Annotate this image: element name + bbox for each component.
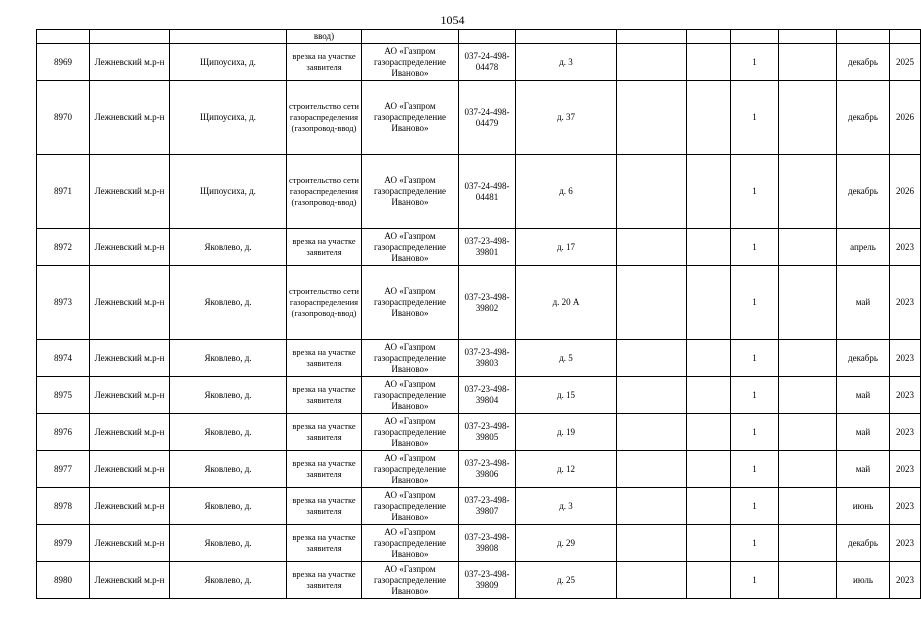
cell-code: 037-23-498-39807: [459, 488, 516, 525]
cell-district: Лежневский м.р-н: [90, 525, 170, 562]
cell-org: АО «Газпром газораспределение Иваново»: [362, 414, 459, 451]
cell-empty-2: [687, 488, 731, 525]
cell-empty-1: [617, 414, 687, 451]
cell-month: май: [837, 414, 890, 451]
cell-num: 8969: [37, 44, 90, 81]
cell-month: декабрь: [837, 81, 890, 155]
cell-empty-2: [687, 44, 731, 81]
cell-empty-1: [617, 44, 687, 81]
cell-month: май: [837, 266, 890, 340]
cell-month: июнь: [837, 488, 890, 525]
cell-locality: Яковлево, д.: [170, 525, 287, 562]
cell-org: АО «Газпром газораспределение Иваново»: [362, 525, 459, 562]
cell-type: строительство сети газораспределения (газопровод-ввод): [287, 155, 362, 229]
cell-locality: Яковлево, д.: [170, 488, 287, 525]
cell-num: 8972: [37, 229, 90, 266]
cell-empty-1: [617, 155, 687, 229]
cell-type: врезка на участке заявителя: [287, 340, 362, 377]
cell-count: 1: [731, 525, 779, 562]
cell-code: 037-23-498-39809: [459, 562, 516, 599]
cell-empty-1: [617, 377, 687, 414]
cell-address: д. 12: [516, 451, 617, 488]
cell-org: АО «Газпром газораспределение Иваново»: [362, 266, 459, 340]
cell-locality: Щипоусиха, д.: [170, 155, 287, 229]
cell-year: 2023: [890, 340, 921, 377]
cell-org: АО «Газпром газораспределение Иваново»: [362, 488, 459, 525]
cell-empty-3: [779, 266, 837, 340]
cell-org: АО «Газпром газораспределение Иваново»: [362, 377, 459, 414]
cell-empty-1: [617, 340, 687, 377]
cell-address: [516, 30, 617, 44]
gasification-table: [36, 29, 921, 599]
table-row: [37, 451, 921, 488]
cell-empty-2: [687, 451, 731, 488]
cell-month: май: [837, 451, 890, 488]
cell-month: декабрь: [837, 340, 890, 377]
cell-empty-1: [617, 525, 687, 562]
cell-empty-3: [779, 81, 837, 155]
cell-locality: Яковлево, д.: [170, 562, 287, 599]
table-row: [37, 266, 921, 340]
cell-num: 8974: [37, 340, 90, 377]
cell-empty-2: [687, 340, 731, 377]
cell-district: Лежневский м.р-н: [90, 44, 170, 81]
cell-count: 1: [731, 451, 779, 488]
cell-count: 1: [731, 229, 779, 266]
cell-month: апрель: [837, 229, 890, 266]
cell-district: Лежневский м.р-н: [90, 562, 170, 599]
cell-empty-2: [687, 377, 731, 414]
cell-empty-2: [687, 266, 731, 340]
cell-year: 2025: [890, 44, 921, 81]
cell-org: [362, 30, 459, 44]
table-row: [37, 229, 921, 266]
table-row: [37, 155, 921, 229]
cell-empty-1: [617, 30, 687, 44]
cell-code: 037-23-498-39804: [459, 377, 516, 414]
cell-empty-2: [687, 155, 731, 229]
cell-empty-1: [617, 488, 687, 525]
cell-code: 037-24-498-04481: [459, 155, 516, 229]
cell-district: Лежневский м.р-н: [90, 488, 170, 525]
cell-locality: Щипоусиха, д.: [170, 44, 287, 81]
cell-year: 2026: [890, 155, 921, 229]
cell-address: д. 6: [516, 155, 617, 229]
cell-year: [890, 30, 921, 44]
cell-type: строительство сети газораспределения (газопровод-ввод): [287, 81, 362, 155]
cell-district: Лежневский м.р-н: [90, 81, 170, 155]
cell-district: Лежневский м.р-н: [90, 155, 170, 229]
cell-empty-1: [617, 562, 687, 599]
cell-month: июль: [837, 562, 890, 599]
cell-count: 1: [731, 377, 779, 414]
cell-year: 2023: [890, 451, 921, 488]
cell-month: декабрь: [837, 44, 890, 81]
cell-month: [837, 30, 890, 44]
cell-org: АО «Газпром газораспределение Иваново»: [362, 229, 459, 266]
cell-locality: Щипоусиха, д.: [170, 81, 287, 155]
cell-year: 2026: [890, 81, 921, 155]
cell-empty-3: [779, 525, 837, 562]
cell-empty-1: [617, 81, 687, 155]
cell-type: врезка на участке заявителя: [287, 414, 362, 451]
cell-empty-1: [617, 451, 687, 488]
cell-address: д. 37: [516, 81, 617, 155]
table-row: [37, 340, 921, 377]
cell-district: [90, 30, 170, 44]
cell-num: 8978: [37, 488, 90, 525]
cell-empty-3: [779, 562, 837, 599]
cell-empty-3: [779, 30, 837, 44]
continued-row: [37, 30, 921, 44]
cell-empty-2: [687, 562, 731, 599]
cell-year: 2023: [890, 229, 921, 266]
cell-district: Лежневский м.р-н: [90, 266, 170, 340]
cell-empty-2: [687, 229, 731, 266]
table-row: [37, 377, 921, 414]
cell-type: врезка на участке заявителя: [287, 377, 362, 414]
cell-num: 8979: [37, 525, 90, 562]
cell-month: декабрь: [837, 155, 890, 229]
table-row: [37, 525, 921, 562]
cell-num: 8977: [37, 451, 90, 488]
cell-type: врезка на участке заявителя: [287, 488, 362, 525]
table-row: [37, 414, 921, 451]
cell-year: 2023: [890, 266, 921, 340]
cell-locality: Яковлево, д.: [170, 266, 287, 340]
table-row: [37, 488, 921, 525]
cell-org: АО «Газпром газораспределение Иваново»: [362, 155, 459, 229]
cell-address: д. 25: [516, 562, 617, 599]
cell-empty-1: [617, 229, 687, 266]
cell-year: 2023: [890, 488, 921, 525]
cell-empty-2: [687, 525, 731, 562]
cell-empty-2: [687, 81, 731, 155]
cell-count: [731, 30, 779, 44]
cell-count: 1: [731, 414, 779, 451]
cell-address: д. 5: [516, 340, 617, 377]
cell-empty-1: [617, 266, 687, 340]
cell-count: 1: [731, 266, 779, 340]
cell-empty-2: [687, 30, 731, 44]
cell-type: строительство сети газораспределения (газопровод-ввод): [287, 266, 362, 340]
cell-code: 037-23-498-39801: [459, 229, 516, 266]
cell-month: декабрь: [837, 525, 890, 562]
cell-num: 8973: [37, 266, 90, 340]
cell-code: 037-23-498-39808: [459, 525, 516, 562]
cell-type: врезка на участке заявителя: [287, 229, 362, 266]
cell-address: д. 20 А: [516, 266, 617, 340]
cell-org: АО «Газпром газораспределение Иваново»: [362, 81, 459, 155]
cell-org: АО «Газпром газораспределение Иваново»: [362, 44, 459, 81]
cell-count: 1: [731, 488, 779, 525]
cell-empty-3: [779, 340, 837, 377]
cell-count: 1: [731, 155, 779, 229]
cell-year: 2023: [890, 562, 921, 599]
cell-locality: Яковлево, д.: [170, 340, 287, 377]
cell-address: д. 3: [516, 44, 617, 81]
cell-empty-3: [779, 44, 837, 81]
cell-month: май: [837, 377, 890, 414]
cell-address: д. 15: [516, 377, 617, 414]
cell-locality: [170, 30, 287, 44]
cell-type: врезка на участке заявителя: [287, 562, 362, 599]
cell-num: [37, 30, 90, 44]
table-row: [37, 44, 921, 81]
cell-district: Лежневский м.р-н: [90, 451, 170, 488]
cell-type: врезка на участке заявителя: [287, 451, 362, 488]
cell-year: 2023: [890, 525, 921, 562]
cell-year: 2023: [890, 414, 921, 451]
cell-address: д. 29: [516, 525, 617, 562]
cell-code: 037-24-498-04478: [459, 44, 516, 81]
cell-locality: Яковлево, д.: [170, 414, 287, 451]
cell-locality: Яковлево, д.: [170, 377, 287, 414]
table-row: [37, 562, 921, 599]
cell-empty-3: [779, 155, 837, 229]
cell-type: врезка на участке заявителя: [287, 525, 362, 562]
cell-empty-3: [779, 488, 837, 525]
cell-code: 037-23-498-39802: [459, 266, 516, 340]
cell-empty-3: [779, 414, 837, 451]
cell-count: 1: [731, 81, 779, 155]
cell-locality: Яковлево, д.: [170, 451, 287, 488]
cell-address: д. 19: [516, 414, 617, 451]
cell-org: АО «Газпром газораспределение Иваново»: [362, 451, 459, 488]
cell-code: [459, 30, 516, 44]
cell-num: 8976: [37, 414, 90, 451]
cell-address: д. 17: [516, 229, 617, 266]
cell-empty-3: [779, 451, 837, 488]
cell-district: Лежневский м.р-н: [90, 377, 170, 414]
cell-year: 2023: [890, 377, 921, 414]
cell-district: Лежневский м.р-н: [90, 229, 170, 266]
cell-num: 8975: [37, 377, 90, 414]
cell-empty-3: [779, 377, 837, 414]
cell-district: Лежневский м.р-н: [90, 340, 170, 377]
cell-code: 037-23-498-39805: [459, 414, 516, 451]
page-number: 1054: [440, 13, 465, 27]
cell-code: 037-23-498-39803: [459, 340, 516, 377]
cell-num: 8970: [37, 81, 90, 155]
cell-type: ввод): [287, 30, 362, 44]
cell-count: 1: [731, 44, 779, 81]
cell-locality: Яковлево, д.: [170, 229, 287, 266]
table-row: [37, 81, 921, 155]
cell-count: 1: [731, 340, 779, 377]
cell-org: АО «Газпром газораспределение Иваново»: [362, 562, 459, 599]
cell-num: 8980: [37, 562, 90, 599]
cell-org: АО «Газпром газораспределение Иваново»: [362, 340, 459, 377]
cell-type: врезка на участке заявителя: [287, 44, 362, 81]
cell-code: 037-23-498-39806: [459, 451, 516, 488]
cell-empty-3: [779, 229, 837, 266]
cell-count: 1: [731, 562, 779, 599]
cell-district: Лежневский м.р-н: [90, 414, 170, 451]
cell-empty-2: [687, 414, 731, 451]
cell-address: д. 3: [516, 488, 617, 525]
cell-code: 037-24-498-04479: [459, 81, 516, 155]
cell-num: 8971: [37, 155, 90, 229]
